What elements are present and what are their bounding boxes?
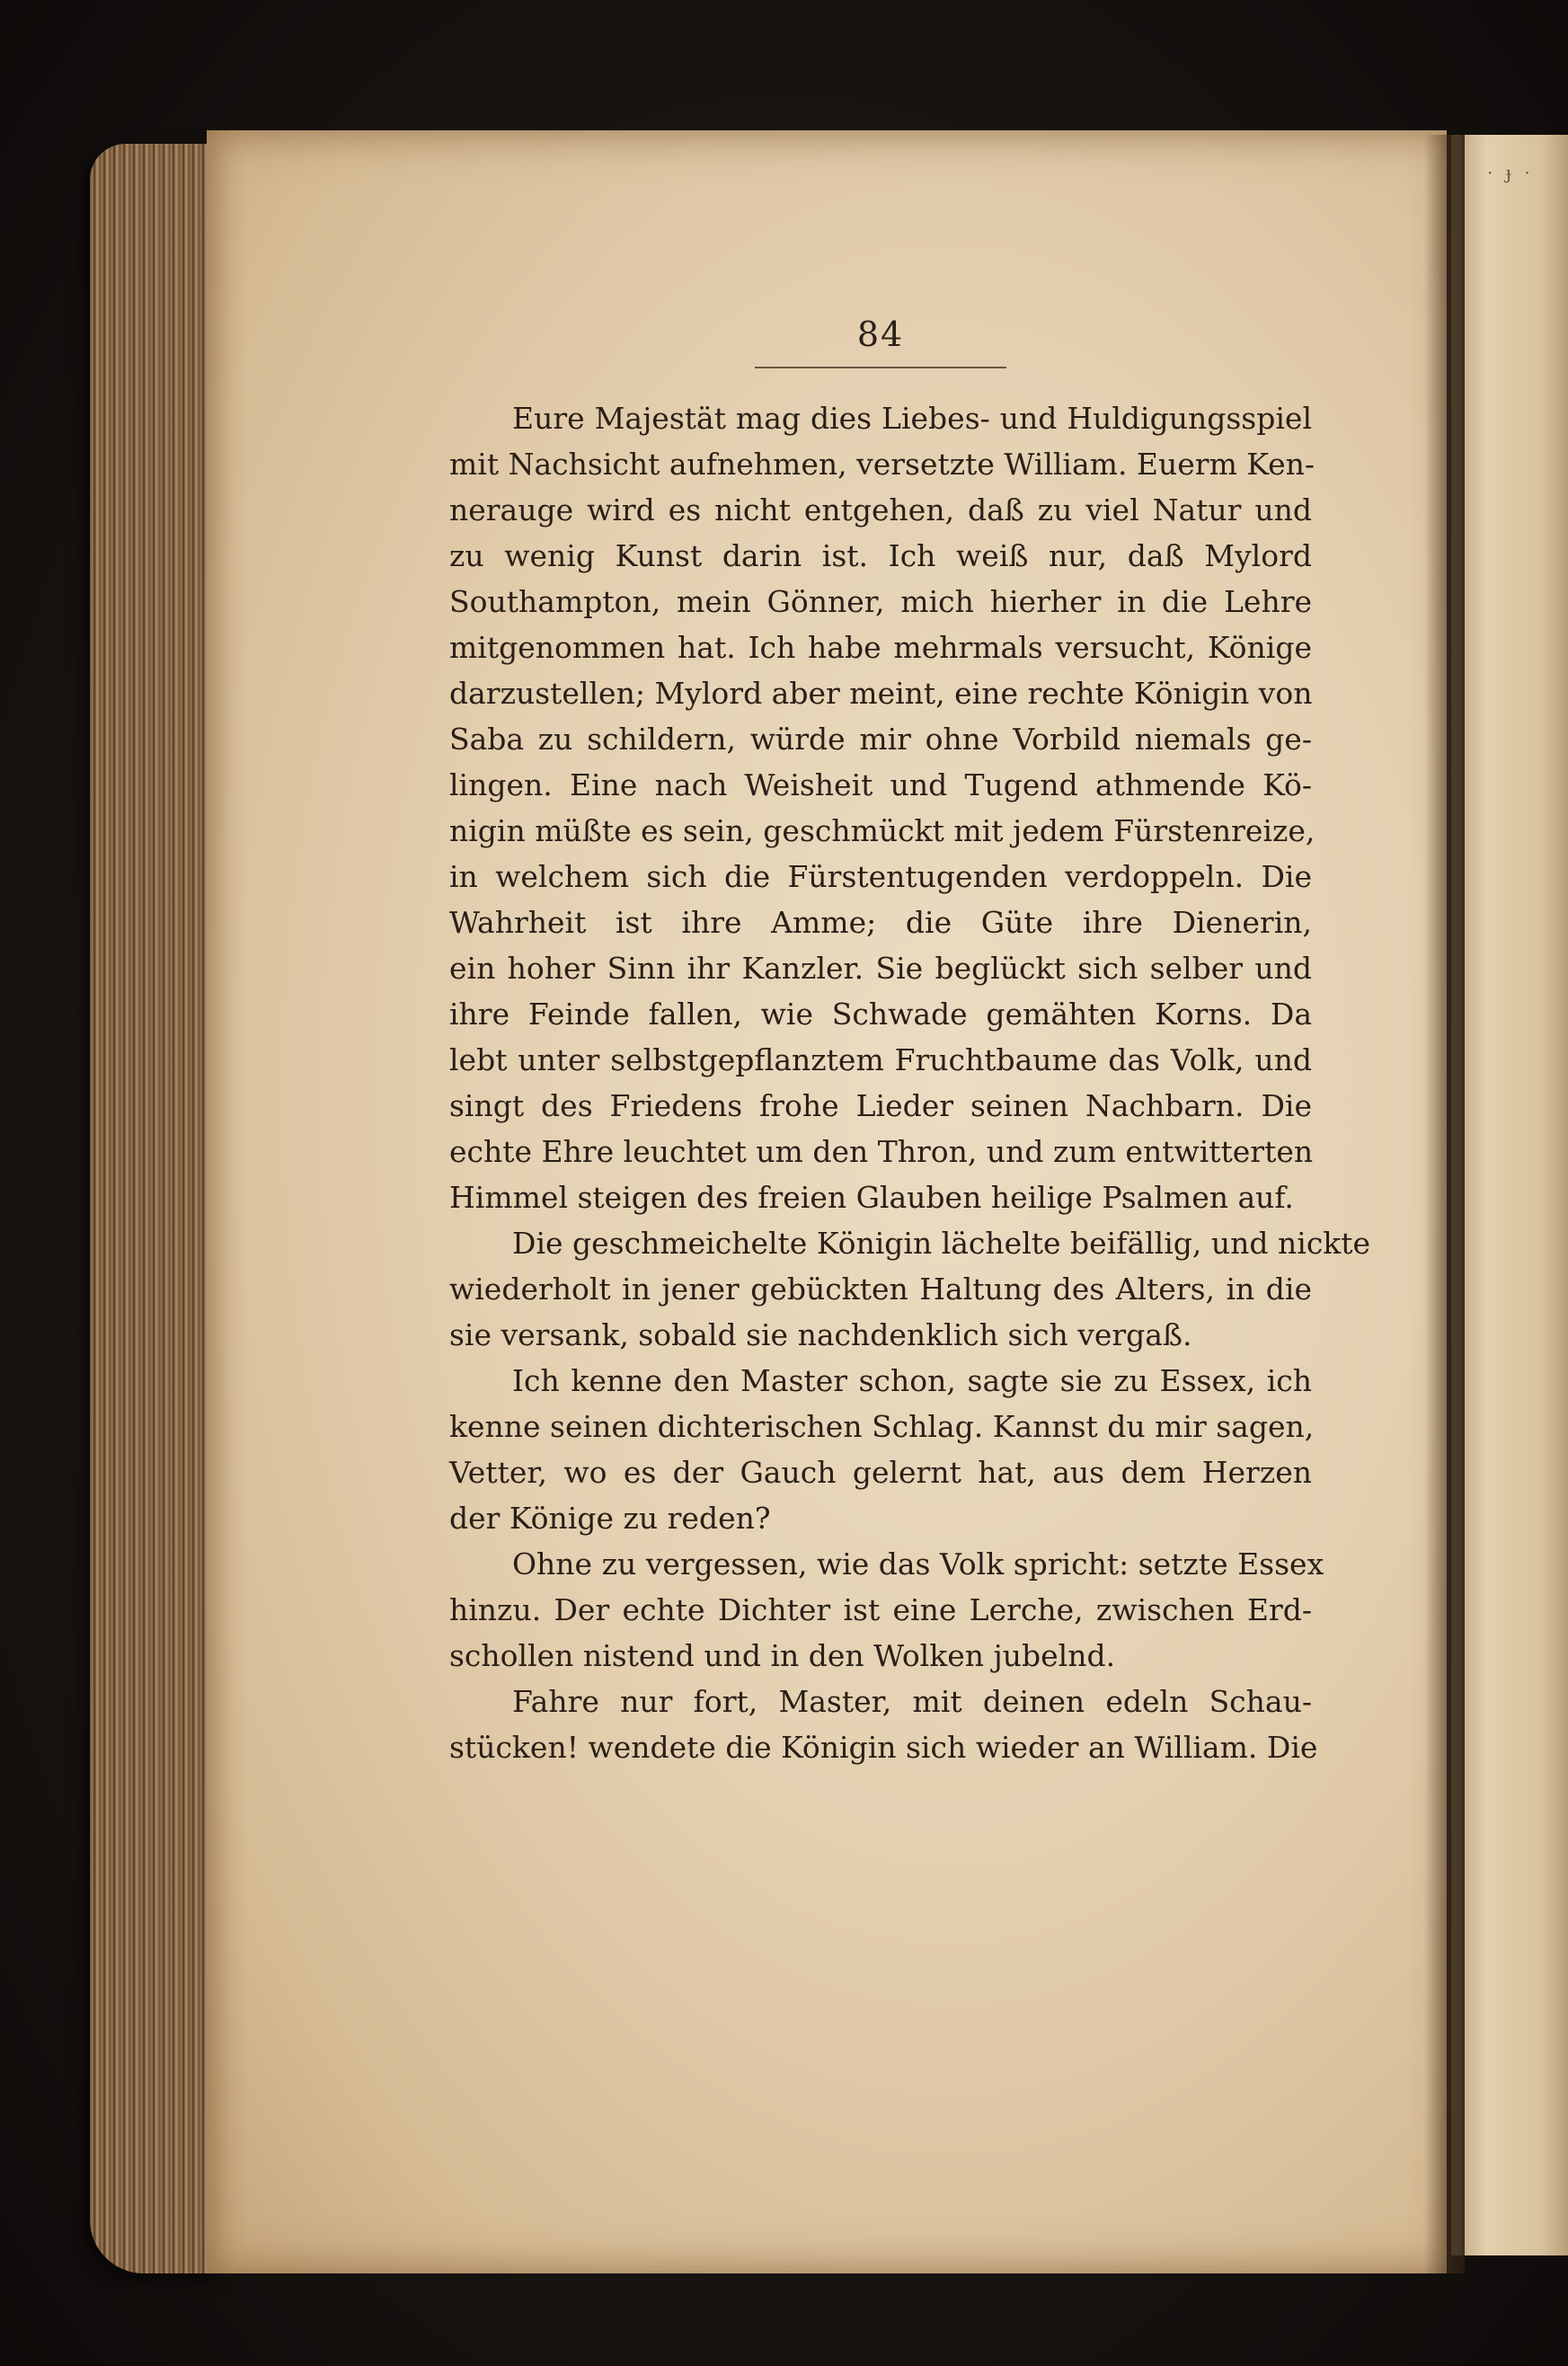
text-line: wiederholt in jener gebückten Haltung des Alters, in die [449, 1272, 1312, 1307]
text-line: nerauge wird es nicht entgehen, daß zu viel Natur und [449, 492, 1312, 527]
text-line: Fahre nur fort, Master, mit deinen edeln Schau- [512, 1684, 1312, 1719]
text-line: sie versank, sobald sie nachdenklich sich vergaß. [449, 1317, 1192, 1352]
text-line: echte Ehre leuchtet um den Thron, und zum entwitterten [449, 1134, 1314, 1169]
text-line: Southampton, mein Gönner, mich hierher in die Lehre [449, 584, 1312, 619]
text-line: lebt unter selbstgepflanztem Fruchtbaume das Volk, und [449, 1042, 1312, 1077]
book-page [207, 130, 1447, 2273]
text-line: Vetter, wo es der Gauch gelernt hat, aus dem Herzen [449, 1455, 1312, 1490]
text-line: singt des Friedens frohe Lieder seinen Nachbarn. Die [449, 1088, 1312, 1123]
text-line: schollen nistend und in den Wolken jubelnd. [449, 1638, 1116, 1673]
text-line: Wahrheit ist ihre Amme; die Güte ihre Dienerin, [449, 905, 1312, 940]
page-gutter-shadow [1424, 135, 1465, 2273]
text-line: ein hoher Sinn ihr Kanzler. Sie beglückt sich selber und [449, 951, 1312, 986]
text-line: in welchem sich die Fürstentugenden verdoppeln. Die [449, 859, 1312, 894]
text-line: mitgenommen hat. Ich habe mehrmals versucht, Könige [449, 630, 1312, 665]
book-fore-edge [90, 144, 225, 2273]
adjacent-page [1451, 135, 1568, 2255]
text-line: der Könige zu reden? [449, 1501, 771, 1536]
text-line: lingen. Eine nach Weisheit und Tugend athmende Kö- [449, 767, 1312, 802]
page-number: 84 [755, 315, 1006, 368]
text-line: Ich kenne den Master schon, sagte sie zu Essex, ich [512, 1363, 1312, 1398]
text-line: Saba zu schildern, würde mir ohne Vorbild niemals ge- [449, 722, 1312, 757]
text-line: kenne seinen dichterischen Schlag. Kannst du mir sagen, [449, 1409, 1315, 1444]
adjacent-page-marks: · ɟ · [1487, 162, 1534, 183]
text-line: zu wenig Kunst darin ist. Ich weiß nur, daß Mylord [449, 538, 1312, 573]
text-line: darzustellen; Mylord aber meint, eine rechte Königin von [449, 676, 1313, 711]
text-line: Himmel steigen des freien Glauben heilige Psalmen auf. [449, 1180, 1294, 1215]
body-text [449, 395, 1371, 1770]
text-line: nigin müßte es sein, geschmückt mit jedem Fürstenreize, [449, 813, 1316, 848]
text-line: Eure Majestät mag dies Liebes- und Huldigungsspiel [512, 401, 1312, 436]
text-line: stücken! wendete die Königin sich wieder an William. Die [449, 1730, 1318, 1765]
text-line: Die geschmeichelte Königin lächelte beifällig, und nickte [512, 1226, 1371, 1261]
text-line: hinzu. Der echte Dichter ist eine Lerche, zwischen Erd- [449, 1592, 1312, 1627]
text-line: Ohne zu vergessen, wie das Volk spricht: setzte Essex [512, 1546, 1324, 1582]
text-line: ihre Feinde fallen, wie Schwade gemähten Korns. Da [449, 997, 1312, 1032]
text-line: mit Nachsicht aufnehmen, versetzte William. Euerm Ken- [449, 447, 1316, 482]
page-content [440, 315, 1371, 1770]
